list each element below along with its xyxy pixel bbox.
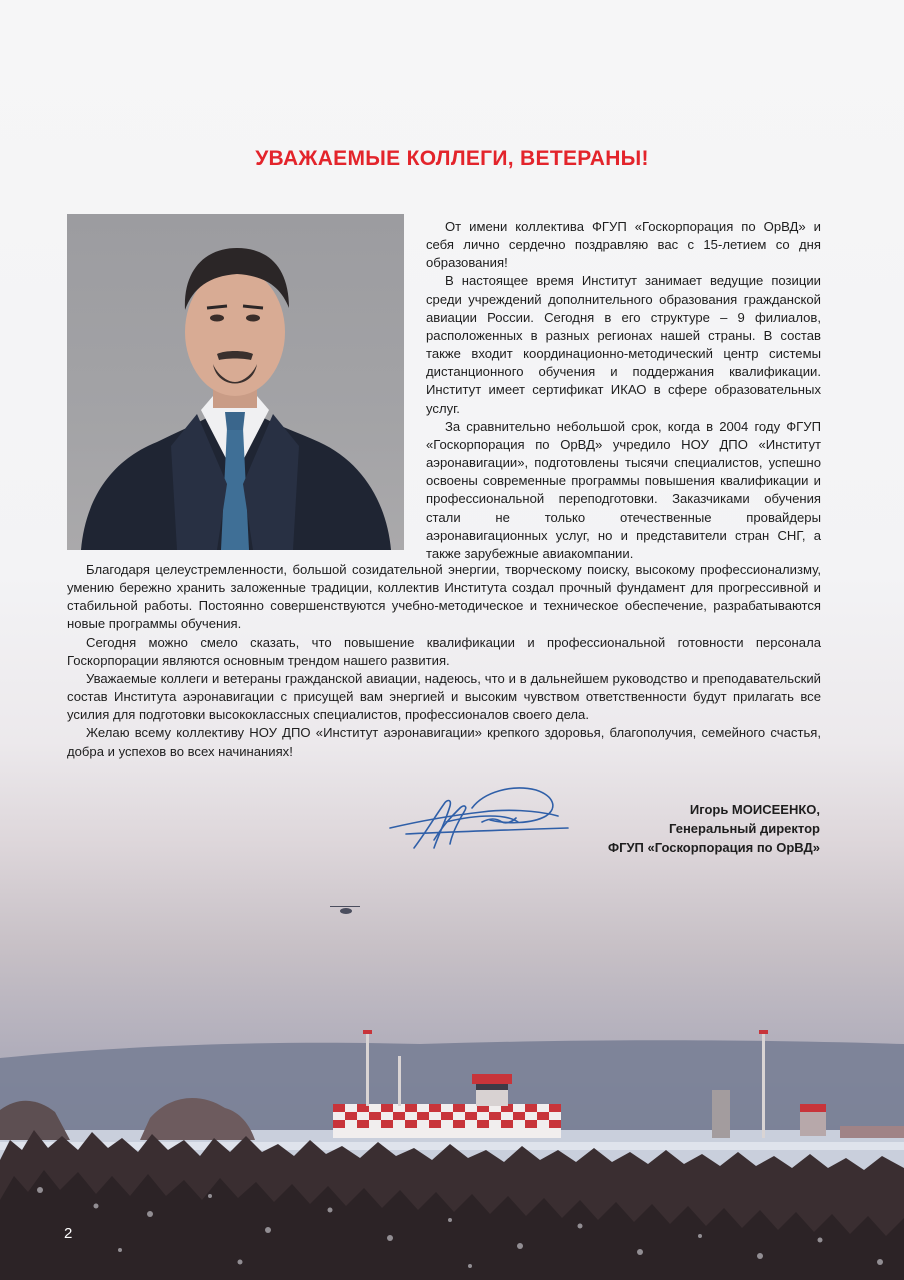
paragraph: От имени коллектива ФГУП «Госкорпорация по ОрВД» и себя лично сердечно поздравляю вас с 15-летием со дня образования! <box>426 219 821 271</box>
paragraph: Благодаря целеустремленности, большой созидательной энергии, творческому поиску, высокому профессионализму, умению бережно хранить заложенные традиции, коллектив Института создал прочный фундамент для прогрессивной и стабильной работы. Постоянно совершенствуются учебно-методическое и техническое обеспечение, разрабатываются новые программы обучения. <box>67 562 821 632</box>
handwritten-signature <box>386 782 572 856</box>
signatory-position: Генеральный директор <box>669 821 820 836</box>
portrait-photo <box>67 214 404 550</box>
paragraph: За сравнительно небольшой срок, когда в 2004 году ФГУП «Госкорпорация по ОрВД» учредило НОУ ДПО «Институт аэронавигации», подготовлены тысячи специалистов, успешно освоены современные программы повышения квалификации и профессиональной переподготовки. Заказчиками обучения стали не только отечественные провайдеры аэронавигационных услуг, но и представители стран СНГ, а также зарубежные авиакомпании. <box>426 418 821 561</box>
signatory-organization: ФГУП «Госкорпорация по ОрВД» <box>608 840 820 855</box>
signatory-name: Игорь МОИСЕЕНКО, <box>689 802 820 817</box>
page-number: 2 <box>64 1225 73 1242</box>
paragraph: Желаю всему коллективу НОУ ДПО «Институт аэронавигации» крепкого здоровья, благополучия, семейного счастья, добра и успехов во всех начинаниях! <box>67 725 821 759</box>
paragraph: Уважаемые коллеги и ветераны гражданской авиации, надеюсь, что и в дальнейшем руководство и преподавательский состав Института аэронавигации с присущей вам энергией и высоким чувством ответственности будут прилагать все усилия для подготовки высококлассных специалистов, профессионалов своего дела. <box>67 670 821 723</box>
paragraph: В настоящее время Институт занимает ведущие позиции среди учреждений дополнительного образования гражданской авиации России. Сегодня в его структуре – 9 филиалов, расположенных в разных регионах нашей страны. В состав также входит координационно-методический центр системы дистанционного обучения и поддержания квалификации. Институт имеет сертификат ИКАО в сфере образовательных услуг. <box>426 273 821 416</box>
main-text-block <box>67 561 821 761</box>
page-title: УВАЖАЕМЫЕ КОЛЛЕГИ, ВЕТЕРАНЫ! <box>255 147 649 170</box>
paragraph: Сегодня можно смело сказать, что повышение квалификации и профессиональной готовности персонала Госкорпорации являются основным трендом нашего развития. <box>67 634 821 668</box>
intro-text-column <box>426 218 821 563</box>
signature-block <box>608 800 820 857</box>
